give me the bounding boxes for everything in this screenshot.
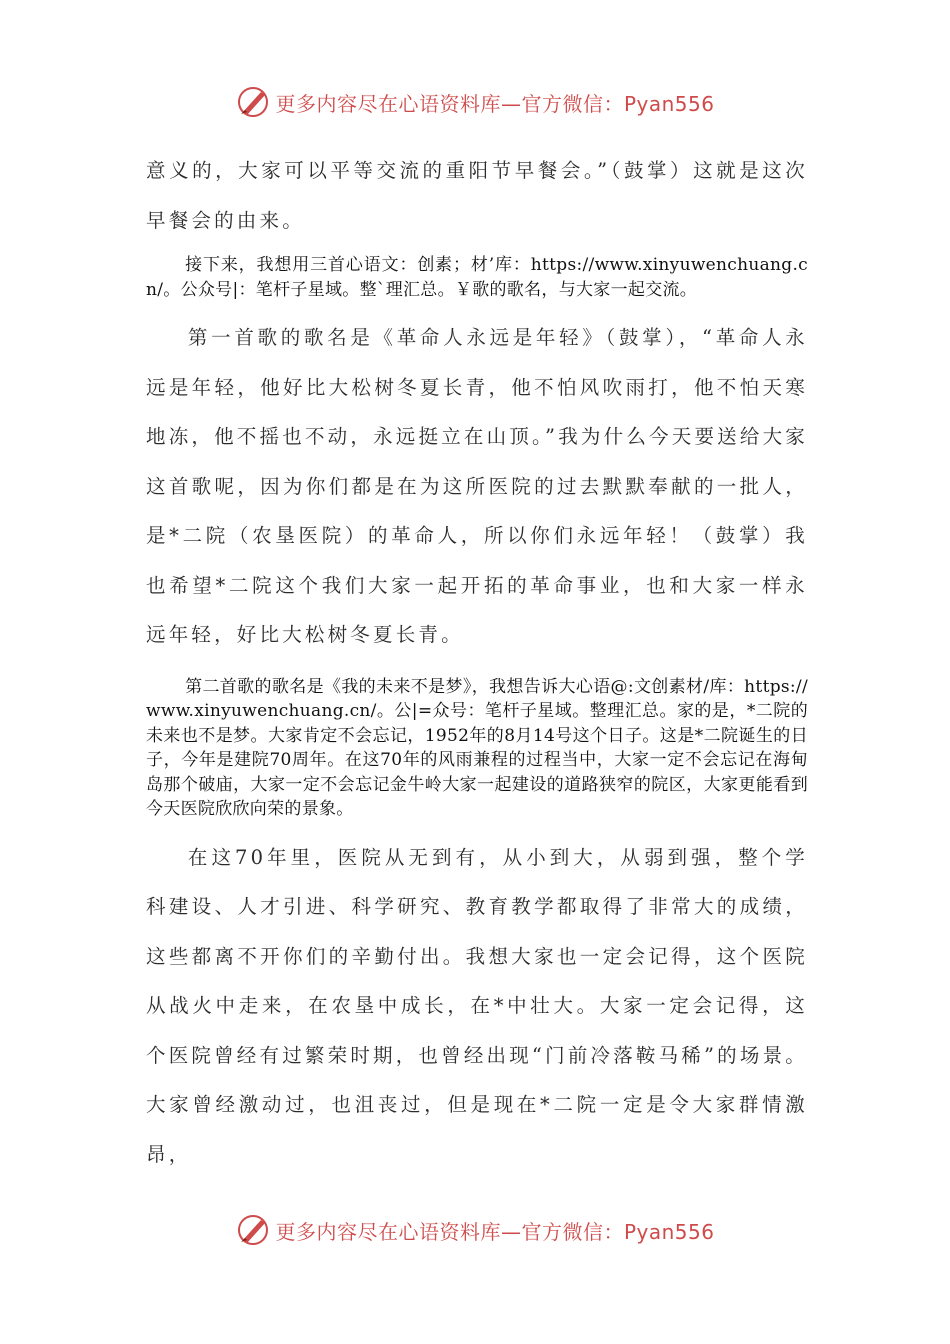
footer-banner-text: 更多内容尽在心语资料库—官方微信：Pyan556 [275,1219,715,1244]
paragraph-5: 在这70年里，医院从无到有，从小到大，从弱到强，整个学科建设、人才引进、科学研究、教育教学都取得了非常大的成绩，这些都离不开你们的辛勤付出。我想大家也一定会记得，这个医院从战火中走来，在农垦中成长，在*中壮大。大家一定会记得，这个医院曾经有过繁荣时期，也曾经出现“门前冷落鞍马稀”的场景。大家曾经激动过，也沮丧过，但是现在*二院一定是令大家群情激昂， [146,845,808,1166]
document-body [146,146,808,1179]
pen-in-circle-icon [235,1212,271,1248]
paragraph-1: 意义的，大家可以平等交流的重阳节早餐会。”（鼓掌）这就是这次早餐会的由来。 [146,159,808,232]
header-banner [0,80,950,124]
pen-in-circle-icon [235,84,271,120]
paragraph-2: 接下来，我想用三首心语文：创素；材’库：https://www.xinyuwenchuang.cn/。公众号|：笔杆子星域。整`理汇总。￥歌的歌名，与大家一起交流。 [146,255,808,300]
header-banner-text: 更多内容尽在心语资料库—官方微信：Pyan556 [275,91,715,116]
paragraph-3: 第一首歌的歌名是《革命人永远是年轻》（鼓掌），“革命人永远是年轻，他好比大松树冬夏长青，他不怕风吹雨打，他不怕天寒地冻，他不摇也不动，永远挺立在山顶。”我为什么今天要送给大家这首歌呢，因为你们都是在为这所医院的过去默默奉献的一批人，是*二院（农垦医院）的革命人，所以你们永远年轻！（鼓掌）我也希望*二院这个我们大家一起开拓的革命事业，也和大家一样永远年轻，好比大松树冬夏长青。 [146,326,808,646]
paragraph-4: 第二首歌的歌名是《我的未来不是梦》，我想告诉大心语@:文创素材/库：https://www.xinyuwenchuang.cn/。公|=众号：笔杆子星域。整理汇总。家的是，*二院的未来也不是梦。大家肯定不会忘记，1952年的8月14号这个日子。这是*二院诞生的日子，今年是建院70周年。在这70年的风雨兼程的过程当中，大家一定不会忘记在海甸岛那个破庙，大家一定不会忘记金牛岭大家一起建设的道路狭窄的院区，大家更能看到今天医院欣欣向荣的景象。 [146,676,808,819]
footer-banner [0,1208,950,1252]
